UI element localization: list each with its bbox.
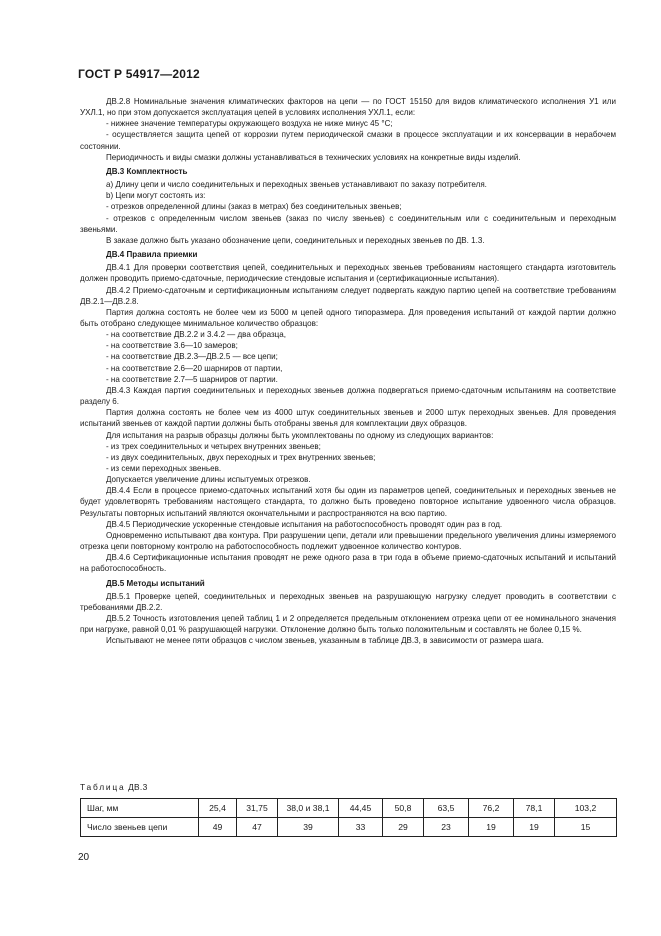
paragraph: - на соответствие 2.6—20 шарниров от партии, — [106, 363, 283, 373]
table-cell: 25,4 — [199, 799, 237, 818]
table-row — [81, 799, 617, 818]
paragraph: ДВ.2.8 Номинальные значения климатических факторов на цепи — по ГОСТ 15150 для видов климатического исполнения У1 или УХЛ.1, но при этом допускается эксплуатация цепей в условиях исполнения УХЛ.1, если: — [80, 97, 616, 118]
paragraph: ДВ.4.4 Если в процессе приемо-сдаточных испытаний хотя бы один из параметров цепей, соединительных и переходных звеньев не будет удовлетворять требованиям настоящего стандарта, то должно быть проведено повторное испытание удвоенного числа образцов. Результаты повторных испытаний являются окончательными и распространяются на всю партию. — [80, 486, 616, 518]
paragraph: ДВ.4.5 Периодические ускоренные стендовые испытания на работоспособность проводят один раз в год. — [106, 519, 503, 529]
page-number: 20 — [78, 852, 90, 863]
paragraph: ДВ.5.1 Проверке цепей, соединительных и переходных звеньев на разрушающую нагрузку следует проводить в соответствии с требованиями ДВ.2.2. — [80, 591, 616, 612]
row-label: Шаг, мм — [81, 799, 199, 818]
paragraph: Партия должна состоять не более чем из 4000 штук соединительных звеньев и 2000 штук переходных звеньев. Для проведения испытаний звеньев от каждой партии должны быть отобраны звенья для комплектации двух образцов. — [80, 408, 616, 429]
table-cell: 78,1 — [514, 799, 555, 818]
section-heading: ДВ.5 Методы испытаний — [106, 578, 205, 588]
paragraph: Партия должна состоять не более чем из 5000 м цепей одного типоразмера. Для проведения испытаний от каждой партии должно быть отобрано следующее минимальное количество образцов: — [80, 307, 616, 328]
paragraph: - нижнее значение температуры окружающего воздуха не ниже минус 45 °С; — [106, 119, 393, 129]
table-cell: 39 — [278, 818, 339, 837]
table-cell: 103,2 — [555, 799, 617, 818]
paragraph: Одновременно испытывают два контура. При разрушении цепи, детали или превышении предельного увеличения длины измеряемого отрезка цепи повторному контролю на работоспособность подлежит удвоенное количество контуров. — [80, 530, 616, 552]
paragraph: b) Цепи могут состоять из: — [106, 191, 206, 201]
paragraph: - отрезков определенной длины (заказ в метрах) без соединительных звеньев; — [106, 202, 402, 212]
paragraph: ДВ.4.3 Каждая партия соединительных и переходных звеньев должна подвергаться приемо-сдаточным испытаниям на соответствие разделу 6. — [80, 385, 616, 407]
paragraph: - из семи переходных звеньев. — [106, 464, 222, 473]
table-cell: 44,45 — [339, 799, 383, 818]
table-cell: 76,2 — [469, 799, 514, 818]
paragraph: - из двух соединительных, двух переходных и трех внутренних звеньев; — [106, 452, 376, 462]
table-cell: 49 — [199, 818, 237, 837]
table-cell: 19 — [514, 818, 555, 837]
table-cell: 38,0 и 38,1 — [278, 799, 339, 818]
paragraph: Испытывают не менее пяти образцов с числом звеньев, указанным в таблице ДВ.3, в зависимости от размера шага. — [106, 636, 544, 646]
section-heading: ДВ.4 Правила приемки — [106, 250, 198, 260]
paragraph: - отрезков с определенным числом звеньев (заказ по числу звеньев) с соединительным или с соединительным и переходным звеньями. — [80, 213, 616, 234]
table-cell: 50,8 — [383, 799, 424, 818]
paragraph: ДВ.4.6 Сертификационные испытания проводят не реже одного раза в три года в объеме приемо-сдаточных испытаний и испытаний на работоспособность. — [80, 553, 616, 574]
section-heading: ДВ.3 Комплектность — [106, 166, 188, 176]
paragraph: - на соответствие ДВ.2.2 и 3.4.2 — два образца, — [106, 330, 286, 340]
paragraph: - из трех соединительных и четырех внутренних звеньев; — [106, 441, 321, 451]
document-body — [80, 96, 616, 647]
paragraph: Для испытания на разрыв образцы должны быть укомплектованы по одному из следующих вариантов: — [106, 430, 494, 440]
paragraph: В заказе должно быть указано обозначение цепи, соединительных и переходных звеньев по ДВ. 1.3. — [106, 235, 485, 245]
table-cell: 29 — [383, 818, 424, 837]
paragraph: ДВ.4.2 Приемо-сдаточным и сертификационным испытаниям следует подвергать каждую партию цепей на соответствие требованиям ДВ.2.1—ДВ.2.8. — [80, 285, 616, 306]
paragraph: - на соответствие ДВ.2.3—ДВ.2.5 — все цепи; — [106, 352, 278, 362]
pitch-table — [80, 798, 617, 837]
paragraph: Периодичность и виды смазки должны устанавливаться в технических условиях на конкретные виды изделий. — [106, 152, 521, 162]
table-cell: 31,75 — [237, 799, 278, 818]
table-cell: 63,5 — [424, 799, 469, 818]
row-label: Число звеньев цепи — [81, 818, 199, 837]
table-caption-id: ДВ.3 — [128, 782, 148, 792]
table-cell: 33 — [339, 818, 383, 837]
paragraph: - на соответствие 3.6—10 замеров; — [106, 341, 238, 351]
paragraph: - на соответствие 2.7—5 шарниров от партии. — [106, 374, 278, 384]
table-cell: 23 — [424, 818, 469, 837]
table-cell: 15 — [555, 818, 617, 837]
table-caption-word: Таблица — [80, 782, 126, 792]
paragraph: a) Длину цепи и число соединительных и переходных звеньев устанавливают по заказу потребителя. — [106, 180, 487, 190]
paragraph: Допускается увеличение длины испытуемых отрезков. — [106, 475, 311, 485]
document-header: ГОСТ Р 54917—2012 — [78, 67, 200, 81]
table-caption — [80, 782, 148, 792]
paragraph: - осуществляется защита цепей от коррозии путем периодической смазки в процессе эксплуатации и их консервации в нерабочем состоянии. — [80, 130, 616, 151]
table-row — [81, 818, 617, 837]
paragraph: ДВ.5.2 Точность изготовления цепей таблиц 1 и 2 определяется предельным отклонением отрезка цепи от ее номинального значения при нагрузке, равной 0,01 % разрушающей нагрузки. Отклонение должно быть только положительным и составлять не более 0,15 %. — [80, 614, 616, 635]
table-cell: 19 — [469, 818, 514, 837]
paragraph: ДВ.4.1 Для проверки соответствия цепей, соединительных и переходных звеньев требованиям настоящего стандарта изготовитель должен проводить приемо-сдаточные, периодические стендовые испытания и (сертификационные испытания). — [80, 263, 616, 284]
table-cell: 47 — [237, 818, 278, 837]
